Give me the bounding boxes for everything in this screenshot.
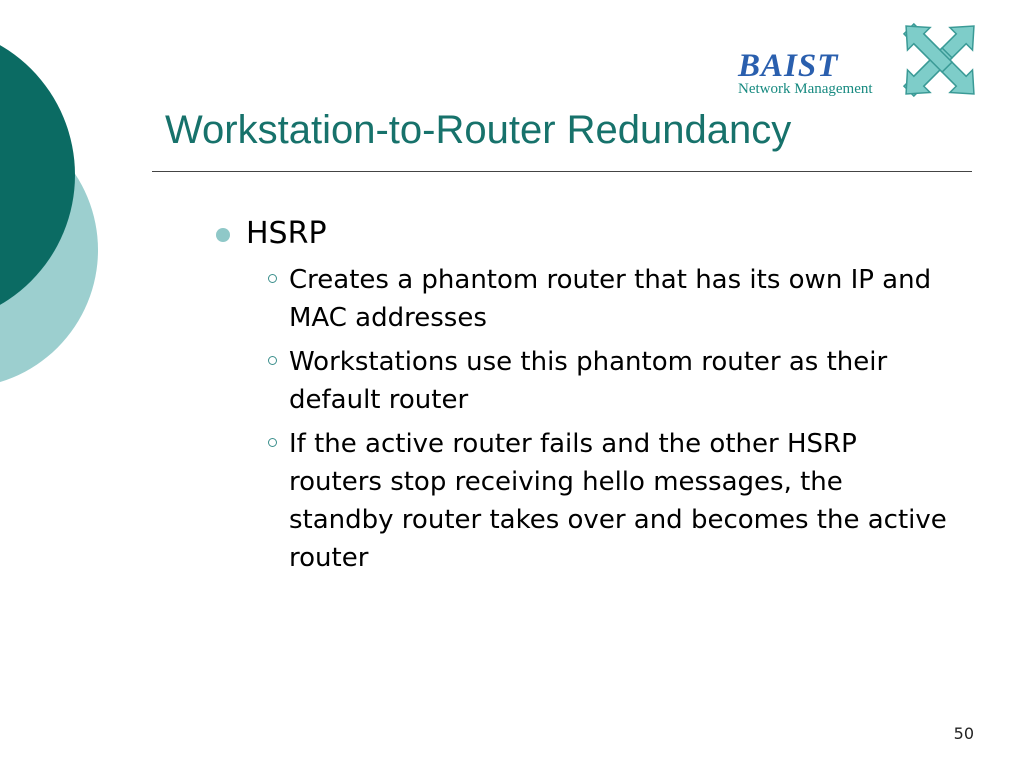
bullet-text: HSRP xyxy=(246,216,327,251)
logo-brand: BAIST xyxy=(738,48,839,84)
sub-bullet xyxy=(268,261,956,337)
bullet-level1 xyxy=(216,213,956,255)
hollow-circle-bullet-icon xyxy=(268,274,277,283)
sub-bullet xyxy=(268,425,956,577)
hollow-circle-bullet-icon xyxy=(268,356,277,365)
sub-bullet xyxy=(268,343,956,419)
logo-subtitle: Network Management xyxy=(738,81,873,97)
sub-bullet-text: If the active router fails and the other HSRP routers stop receiving hello messages, the standby router takes over and becomes the active router xyxy=(289,429,947,573)
background-circles xyxy=(0,0,110,420)
hollow-circle-bullet-icon xyxy=(268,438,277,447)
page-number: 50 xyxy=(953,724,974,743)
slide-content xyxy=(216,213,956,583)
sub-bullet-text: Workstations use this phantom router as their default router xyxy=(289,347,888,415)
sub-bullet-text: Creates a phantom router that has its own IP and MAC addresses xyxy=(289,265,932,333)
filled-circle-bullet-icon xyxy=(216,228,230,242)
logo xyxy=(736,18,998,102)
title-underline xyxy=(152,171,972,172)
slide-title: Workstation-to-Router Redundancy xyxy=(165,108,792,152)
sub-bullet-list xyxy=(216,261,956,577)
